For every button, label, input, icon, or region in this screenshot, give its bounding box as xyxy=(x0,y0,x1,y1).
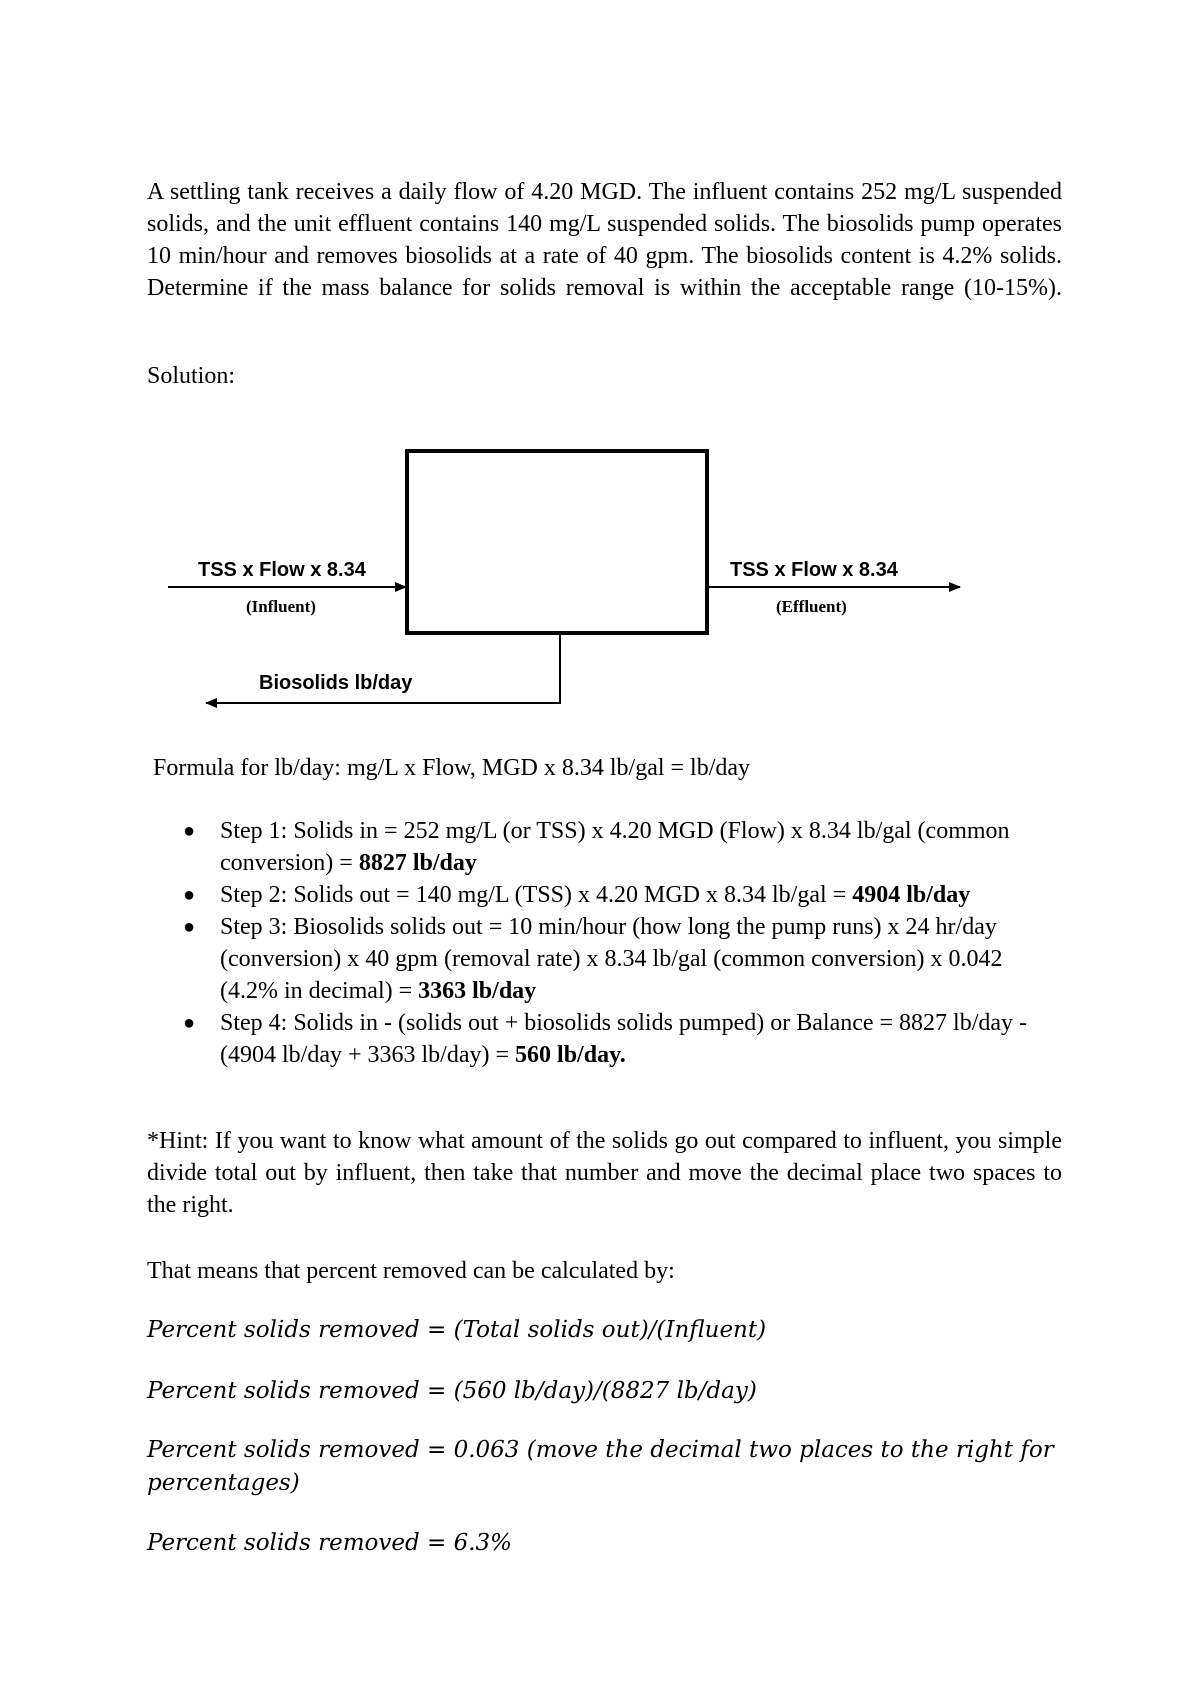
bullet-icon: ● xyxy=(183,820,196,842)
biosolids-label: Biosolids lb/day xyxy=(259,672,413,694)
step-text: Step 3: Biosolids solids out = 10 min/hour (how long the pump runs) x 24 hr/day (conversion) x 40 gpm (removal rate) x 8.34 lb/gal (common conversion) x 0.042 (4.2% in decimal) = xyxy=(220,914,1003,1004)
step-result: 4904 lb/day xyxy=(852,882,971,908)
solution-label: Solution: xyxy=(147,363,236,389)
steps-list xyxy=(147,815,1062,1071)
step-text: Step 1: Solids in = 252 mg/L (or TSS) x 4.20 MGD (Flow) x 8.34 lb/gal (common conversion) = xyxy=(220,818,1010,876)
list-item xyxy=(147,815,1062,879)
intro-line: That means that percent removed can be calculated by: xyxy=(147,1258,675,1284)
effluent-sublabel: (Effluent) xyxy=(776,597,847,616)
step-result: 8827 lb/day xyxy=(358,850,477,876)
step-result: 3363 lb/day xyxy=(418,978,537,1004)
mass-balance-diagram xyxy=(0,440,1200,720)
problem-statement: A settling tank receives a daily flow of 4.20 MGD. The influent contains 252 mg/L suspended solids, and the unit effluent contains 140 mg/L suspended solids. The biosolids pump operates 10 min/hour and removes biosolids at a rate of 40 gpm. The biosolids content is 4.2% solids. Determine if the mass balance for solids removal is within the acceptable range (10-15%). xyxy=(147,179,1062,301)
list-item xyxy=(147,911,1062,1007)
list-item xyxy=(147,1007,1062,1071)
step-text: Step 2: Solids out = 140 mg/L (TSS) x 4.20 MGD x 8.34 lb/gal = xyxy=(220,882,853,908)
bullet-icon: ● xyxy=(183,884,196,906)
bullet-icon: ● xyxy=(183,1012,196,1034)
list-item xyxy=(147,879,1062,911)
calculation-line: Percent solids removed = 6.3% xyxy=(147,1530,513,1556)
influent-label: TSS x Flow x 8.34 xyxy=(198,559,366,581)
bullet-icon: ● xyxy=(183,916,196,938)
calculation-line: Percent solids removed = 0.063 (move the decimal two places to the right for percentages) xyxy=(147,1437,1054,1496)
calculation-line: Percent solids removed = (560 lb/day)/(8827 lb/day) xyxy=(147,1378,757,1404)
calculation-line: Percent solids removed = (Total solids out)/(Influent) xyxy=(147,1317,767,1343)
formula-line: Formula for lb/day: mg/L x Flow, MGD x 8.34 lb/gal = lb/day xyxy=(153,755,751,781)
hint-paragraph: *Hint: If you want to know what amount of the solids go out compared to influent, you simple divide total out by influent, then take that number and move the decimal place two spaces to the right. xyxy=(147,1128,1062,1218)
step-text: Step 4: Solids in - (solids out + biosolids solids pumped) or Balance = 8827 lb/day - (4904 lb/day + 3363 lb/day) = xyxy=(220,1010,1028,1068)
effluent-label: TSS x Flow x 8.34 xyxy=(730,559,898,581)
step-result: 560 lb/day. xyxy=(515,1042,626,1068)
influent-sublabel: (Influent) xyxy=(246,597,316,616)
settling-tank-box xyxy=(407,451,707,633)
